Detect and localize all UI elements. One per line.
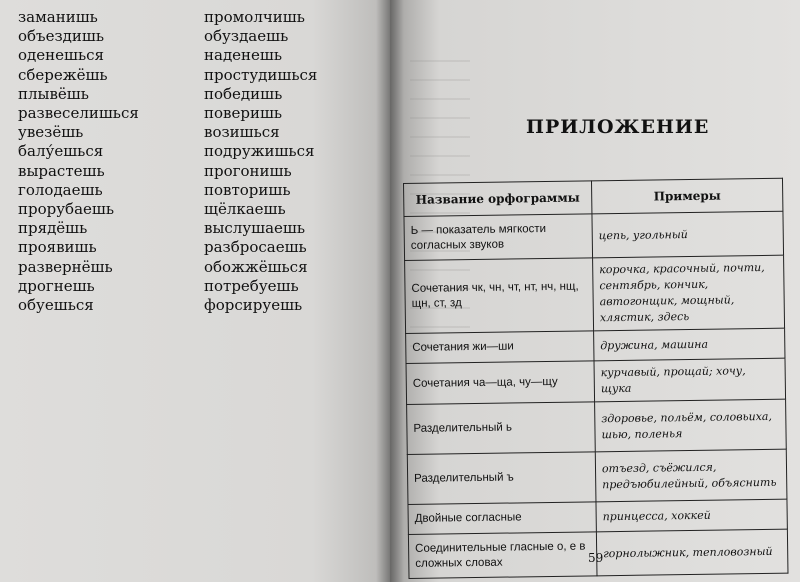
word: обуешься [18, 296, 94, 315]
left-page [0, 0, 390, 582]
rule-examples: отъезд, съёжился, предъюбилейный, объяснить [595, 449, 787, 502]
table-row [407, 399, 787, 454]
word: простудишься [204, 65, 318, 84]
word-column-1 [18, 8, 139, 315]
table-header-row [404, 178, 783, 216]
column-header-name: Название орфограммы [404, 181, 592, 217]
table-row [405, 255, 785, 333]
word: объездишь [18, 27, 105, 46]
table-row [407, 449, 787, 504]
rule-examples: корочка, красочный, почти, сентябрь, кончик, автогонщик, мощный, хлястик, здесь [593, 255, 785, 331]
rule-name: Ь — показатель мягкости согласных звуков [404, 214, 593, 261]
word: развеселишься [18, 104, 139, 123]
rule-name: Сочетания чк, чн, чт, нт, нч, нщ, щн, ст, зд [405, 258, 594, 334]
word: поверишь [204, 104, 283, 123]
word: прогонишь [204, 161, 292, 180]
word: возишься [204, 123, 280, 142]
table-row [404, 211, 784, 260]
page-title: ПРИЛОЖЕНИЕ [526, 116, 710, 138]
rule-name: Сочетания ча—ща, чу—щу [406, 361, 595, 405]
word: прорубаешь [18, 200, 115, 219]
word: дрогнешь [18, 276, 95, 295]
word: проявишь [18, 238, 97, 257]
word: вырастешь [18, 161, 105, 180]
word: форсируешь [204, 296, 303, 315]
rule-name: Двойные согласные [408, 502, 596, 535]
word: заманишь [18, 8, 98, 26]
rule-name: Сочетания жи—ши [406, 331, 594, 364]
rule-examples: цепь, угольный [592, 211, 784, 258]
rule-name: Разделительный ъ [407, 452, 596, 505]
rule-name: Соединительные гласные о, е в сложных словах [408, 532, 597, 579]
word: щёлкаешь [204, 200, 286, 219]
rule-examples: курчавый, прощай; хочу, щука [594, 358, 786, 402]
word: плывёшь [18, 84, 89, 103]
word: наденешь [204, 46, 283, 65]
rule-examples: здоровье, польём, соловьиха, шью, поленья [595, 399, 787, 452]
word: оденешься [18, 46, 104, 65]
word: промолчишь [204, 8, 305, 26]
book-gutter [376, 0, 404, 582]
word: балу́ешься [18, 142, 104, 161]
word: увезёшь [18, 123, 84, 142]
word: голодаешь [18, 180, 103, 199]
rule-examples: горнолыжник, тепловозный [596, 529, 788, 576]
word: разбросаешь [204, 238, 307, 257]
spelling-rules-table [403, 178, 788, 579]
word: сбережёшь [18, 65, 108, 84]
rule-name: Разделительный ь [407, 402, 596, 455]
word: выслушаешь [204, 219, 306, 238]
word: прядёшь [18, 219, 88, 238]
word: победишь [204, 84, 283, 103]
page-number: 59 [588, 551, 604, 565]
word: повторишь [204, 180, 291, 199]
word: обожжёшься [204, 257, 308, 276]
word: подружишься [204, 142, 315, 161]
rule-examples: дружина, машина [594, 328, 785, 361]
word-column-2 [204, 8, 317, 315]
table-row [406, 358, 786, 404]
column-header-examples: Примеры [591, 178, 782, 214]
rule-examples: принцесса, хоккей [596, 499, 787, 532]
word: обуздаешь [204, 27, 289, 46]
word: потребуешь [204, 276, 299, 295]
word: развернёшь [18, 257, 113, 276]
